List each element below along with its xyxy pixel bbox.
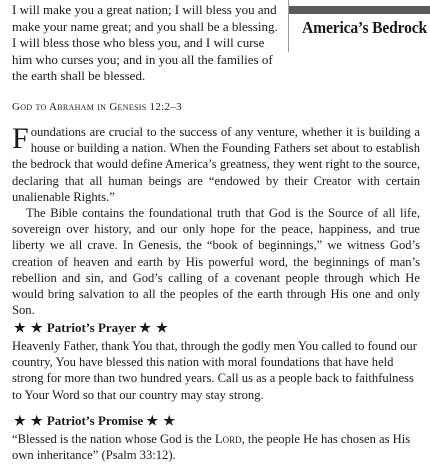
promise-text-end: , the people He has chosen as His own inheritance” (Psalm 33:12). bbox=[12, 432, 411, 463]
stars-icon: ★ ★ bbox=[14, 320, 44, 335]
prayer-text bbox=[12, 338, 420, 403]
promise-paragraph bbox=[12, 431, 420, 463]
promise-lord: Lord bbox=[214, 432, 242, 446]
prayer-heading-label: Patriot’s Prayer bbox=[46, 320, 136, 335]
promise-text-start: “Blessed is the nation whose God is the bbox=[12, 432, 215, 446]
stars-icon: ★ ★ bbox=[146, 413, 177, 428]
header-rule bbox=[289, 6, 430, 14]
epigraph-quote bbox=[12, 2, 284, 85]
stars-icon: ★ ★ bbox=[139, 320, 169, 335]
epigraph-text: I will make you a great nation; I will bless you and make your name great; and you shall be a blessing. I will bless those who bless you, and I will curse him who curses you; and in you all the families of the earth shall be blessed. bbox=[12, 2, 278, 83]
prayer-heading bbox=[14, 320, 169, 336]
epigraph-attribution: God to Abraham in Genesis 12:2–3 bbox=[12, 101, 182, 113]
body-paragraph-2: The Bible contains the foundational truth that God is the Source of all life, sovereign over history, and our only hope for the peace, happiness, and true liberty we all crave. In Genesis, the “book of beginnings,” we witness God’s creation of heaven and earth by His powerful word, the beginnings of man’s rebellion and sin, and God’s calling of a covenant people through which He would bring salvation to all the peoples of the earth through His one and only Son. bbox=[12, 206, 420, 318]
stars-icon: ★ ★ bbox=[14, 413, 44, 428]
promise-heading bbox=[14, 413, 176, 429]
paragraph-1-text: oundations are crucial to the success of any venture, whether it is building a house or building a nation. When the Founding Fathers set about to establish the bedrock that would define America’s greatness, they went right to the source, declaring that all human beings are “endowed by their Creator with certain unalienable Rights.” bbox=[12, 125, 420, 204]
promise-text bbox=[12, 431, 420, 463]
promise-heading-label: Patriot’s Promise bbox=[46, 413, 144, 428]
main-body bbox=[12, 124, 420, 318]
prayer-paragraph: Heavenly Father, thank You that, through the godly men You called to found our country, You have blessed this nation with moral foundations that have held strong for more than two hundred years. Call us as a people back to faithfulness to Your Word so that our country may stay strong. bbox=[12, 339, 417, 402]
body-paragraph-1 bbox=[12, 124, 420, 205]
drop-cap: F bbox=[12, 122, 29, 155]
chapter-title: America’s Bedrock bbox=[301, 18, 427, 37]
chapter-header bbox=[288, 0, 430, 52]
